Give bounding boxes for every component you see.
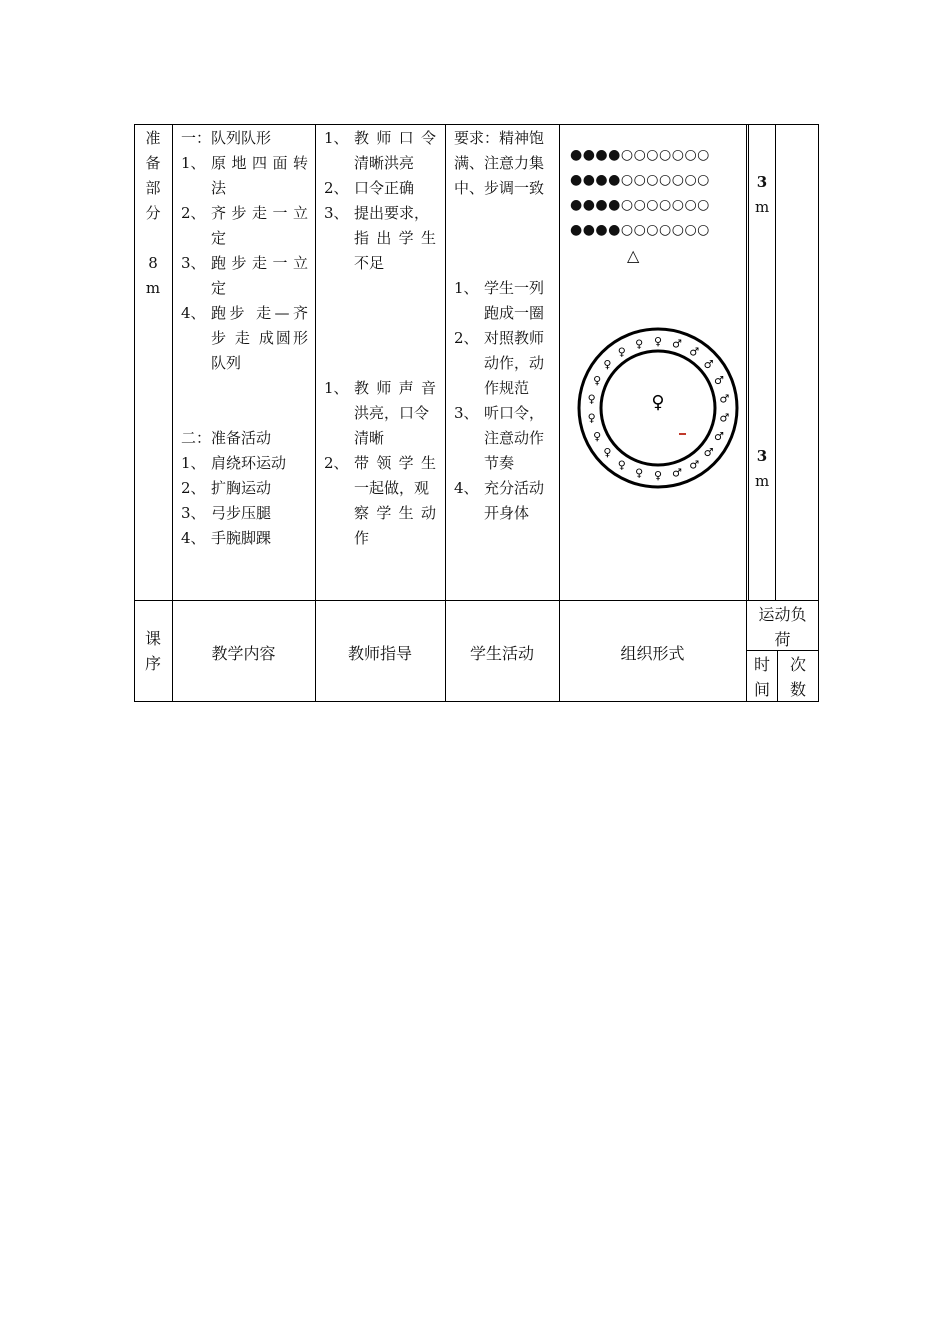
item-number: 2、 xyxy=(181,204,206,222)
header-content: 教学内容 xyxy=(211,644,276,663)
requirement-line: 中、步调一致 xyxy=(454,179,545,197)
item-line: 对照教师 xyxy=(484,329,545,347)
formation-rows xyxy=(570,143,710,243)
item-number: 3、 xyxy=(454,404,479,422)
item-line: 跑步走一立 xyxy=(211,254,308,272)
formation-row: ●●●●○○○○○○○ xyxy=(570,197,710,213)
item-line: 充分活动 xyxy=(484,479,545,497)
item-line: 作 xyxy=(354,529,370,547)
student-symbol: ♂ xyxy=(671,466,682,480)
student-symbol: ♀ xyxy=(635,466,644,480)
item-line: 齐步走一立 xyxy=(211,204,308,222)
item-line: 节奏 xyxy=(484,454,515,472)
item-line: 跑成一圈 xyxy=(484,304,545,322)
section-char: 准 xyxy=(145,129,161,147)
student-symbol: ♂ xyxy=(719,392,730,406)
table-top-border xyxy=(134,124,819,125)
item-line: 弓步压腿 xyxy=(211,504,272,522)
header-teacher: 教师指导 xyxy=(347,644,412,663)
requirement-line: 要求：精神饱 xyxy=(454,129,545,147)
student-symbol: ♂ xyxy=(703,358,714,372)
student-symbol: ♀ xyxy=(603,358,612,372)
item-number: 2、 xyxy=(324,179,349,197)
item-line: 步 走 成圆形 xyxy=(211,329,308,347)
item-number: 2、 xyxy=(454,329,479,347)
time-value-2: 3 xyxy=(756,447,768,465)
student-symbol: ♂ xyxy=(689,458,700,472)
col-divider-6 xyxy=(775,124,776,600)
item-number: 2、 xyxy=(181,479,206,497)
student-symbol: ♀ xyxy=(587,411,596,425)
item-number: 1、 xyxy=(324,129,349,147)
duration-char: 8 xyxy=(148,254,158,272)
student-symbol: ♂ xyxy=(703,445,714,459)
circle-formation-diagram xyxy=(573,323,743,493)
item-number: 1、 xyxy=(181,154,206,172)
student-symbol: ♀ xyxy=(603,445,612,459)
item-number: 3、 xyxy=(181,254,206,272)
student-symbol: ♀ xyxy=(635,337,644,351)
teacher-marker: △ xyxy=(627,246,640,265)
student-requirement xyxy=(454,126,544,201)
item-number: 3、 xyxy=(181,504,206,522)
item-line: 口令正确 xyxy=(354,179,415,197)
item-line: 注意动作 xyxy=(484,429,545,447)
student-symbol: ♀ xyxy=(617,458,626,472)
student-symbol: ♀ xyxy=(587,392,596,406)
item-line: 开身体 xyxy=(484,504,530,522)
item-number: 2、 xyxy=(324,454,349,472)
student-symbol: ♂ xyxy=(713,374,724,388)
item-line: 洪亮，口令 xyxy=(354,404,430,422)
item-line: 教 师 声 音 xyxy=(354,379,436,397)
header-student: 学生活动 xyxy=(469,644,534,663)
part1-title: 一：队列队形 xyxy=(181,129,272,147)
item-line: 作规范 xyxy=(484,379,530,397)
item-line: 清晰洪亮 xyxy=(354,154,415,172)
header-organization: 组织形式 xyxy=(620,644,685,663)
formation-row: ●●●●○○○○○○○ xyxy=(570,147,710,163)
item-line: 跑步 走—齐 xyxy=(211,304,308,322)
student-symbol: ♂ xyxy=(719,411,730,425)
item-line: 清晰 xyxy=(354,429,385,447)
table-right-border xyxy=(818,124,819,702)
item-line: 手腕脚踝 xyxy=(211,529,272,547)
section-char: 备 xyxy=(145,154,161,172)
student-symbol: ♂ xyxy=(713,429,724,443)
student-symbol: ♂ xyxy=(689,345,700,359)
student-symbol: ♂ xyxy=(671,337,682,351)
item-line: 定 xyxy=(211,229,227,247)
item-number: 4、 xyxy=(181,304,206,322)
item-line: 定 xyxy=(211,279,227,297)
item-line: 动作，动 xyxy=(484,354,545,372)
header-lesson-order: 课 序 xyxy=(144,629,161,673)
item-line: 不足 xyxy=(354,254,385,272)
table-left-border xyxy=(134,124,135,702)
section-title xyxy=(143,126,163,226)
time-unit-1: m xyxy=(755,198,770,216)
row-divider xyxy=(134,600,819,601)
requirement-line: 满、注意力集 xyxy=(454,154,545,172)
item-line: 一起做，观 xyxy=(354,479,430,497)
student-symbol: ♀ xyxy=(653,469,663,482)
time-unit-2: m xyxy=(755,472,770,490)
header-time: 时 间 xyxy=(753,655,770,699)
section-char: 部 xyxy=(145,179,161,197)
col-divider-4 xyxy=(559,124,560,702)
col-divider-2 xyxy=(315,124,316,702)
formation-row: ●●●●○○○○○○○ xyxy=(570,172,710,188)
item-line: 原地四面转 xyxy=(211,154,308,172)
item-line: 指 出 学 生 xyxy=(354,229,436,247)
item-number: 4、 xyxy=(181,529,206,547)
section-char: 分 xyxy=(145,204,161,222)
part2-title: 二：准备活动 xyxy=(181,429,272,447)
student-symbol: ♀ xyxy=(593,429,602,443)
item-line: 教 师 口 令 xyxy=(354,129,436,147)
item-number: 1、 xyxy=(181,454,206,472)
table-bottom-border xyxy=(134,701,819,702)
duration-char: m xyxy=(145,279,161,297)
time-value-1: 3 xyxy=(756,173,768,191)
col-divider-1 xyxy=(172,124,173,702)
formation-row: ●●●●○○○○○○○ xyxy=(570,222,710,238)
center-teacher-icon: ♀ xyxy=(651,391,665,413)
item-line: 提出要求， xyxy=(354,204,430,222)
student-symbol: ♀ xyxy=(653,335,663,348)
item-line: 肩绕环运动 xyxy=(211,454,287,472)
header-count: 次 数 xyxy=(789,655,806,699)
section-duration xyxy=(143,251,163,301)
student-symbol: ♀ xyxy=(593,374,602,388)
item-number: 1、 xyxy=(324,379,349,397)
item-line: 扩胸运动 xyxy=(211,479,272,497)
col-divider-3 xyxy=(445,124,446,702)
col-divider-5b xyxy=(748,124,749,600)
item-line: 队列 xyxy=(211,354,242,372)
item-line: 听口令， xyxy=(484,404,545,422)
item-number: 4、 xyxy=(454,479,479,497)
item-line: 学生一列 xyxy=(484,279,545,297)
item-line: 察 学 生 动 xyxy=(354,504,436,522)
item-line: 带 领 学 生 xyxy=(354,454,436,472)
item-number: 3、 xyxy=(324,204,349,222)
header-load: 运动负 荷 xyxy=(758,605,807,649)
item-line: 法 xyxy=(211,179,227,197)
student-symbol: ♀ xyxy=(617,345,626,359)
item-number: 1、 xyxy=(454,279,479,297)
